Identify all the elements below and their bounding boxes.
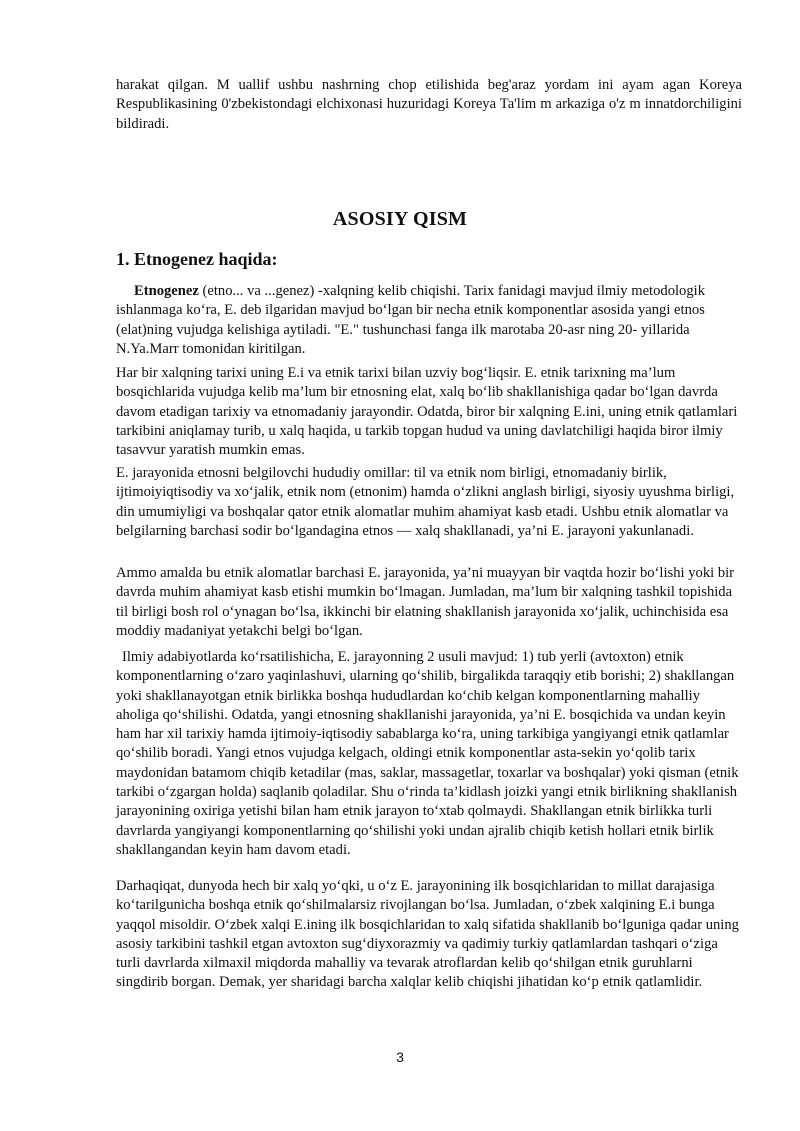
section-title: ASOSIY QISM xyxy=(332,208,468,230)
paragraph-methods xyxy=(116,648,742,860)
section-heading xyxy=(116,249,278,270)
paragraph-conclusion: Darhaqiqat, dunyoda hech bir xalq yo‘qki, u o‘z E. jarayonining ilk bosqichlaridan to millat darajasiga ko‘tarilgunicha boshqa etnik qo‘shilmalarsiz rivojlangan bo‘lsa. Jumladan, o‘zbek xalqining E.i bunga yaqqol misoldir. O‘zbek xalqi E.ining ilk bosqichlaridan to xalq sifatida shakllanib bo‘lguniga qadar uning asosiy tarkibini tashkil etgan avtoxton sug‘diyxorazmiy va qadimiy turkiy qatlamlardan tashqari o‘ziga turli davrlarda xilmaxil miqdorda mahalliy va tevarak atroflardan kelib qo‘shilgan etnik guruhlarni singdirib borgan. Demak, yer sharidagi barcha xalqlar kelib chiqishi jihatidan ko‘p etnik qatlamlidir. xyxy=(116,878,739,991)
paragraph-history: Har bir xalqning tarixi uning E.i va etnik tarixi bilan uzviy bog‘liqsir. E. etnik tarixning ma’lum bosqichlarida vujudga kelib ma’lum bir etnosning elat, xalq bo‘lib shakllanishiga qadar bo‘lgan davrda davom etadigan tarixiy va etnomadaniy jarayondir. Odatda, biror bir xalqning E.ini, uning etnik qatlamlari tarkibini aniqlamay turib, u xalq haqida, u tarkib topgan hudud va uning davlatchiligi haqida biror ilmiy tasavvur yaratish mumkin emas. xyxy=(116,365,738,459)
paragraph-etnogenez-definition xyxy=(116,282,742,359)
heading-suffix: : xyxy=(271,249,278,269)
intro-paragraph: harakat qilgan. M uallif ushbu nashrning chop etilishida beg'araz yordam ini ayam agan Koreya Respublikasining 0'zbekistondagi elchixonasi huzuridagi Koreya Ta'lim m arkaziga o'z m innatdorchiligini bildiradi. xyxy=(116,77,742,132)
paragraph-practice: Ammo amalda bu etnik alomatlar barchasi E. jarayonida, ya’ni muayyan bir vaqtda hozir bo‘lishi yoki bir davrda muhim ahamiyat kasb etishi mumkin bo‘lmagan. Jumladan, ma’lum bir xalqning tashkil topishida til birligi bosh rol o‘ynagan bo‘lsa, ikkinchi bir elatning shakllanish jarayonida xo‘jalik, uchinchisida esa moddiy madaniyat yetakchi belgi bo‘lgan. xyxy=(116,565,735,639)
paragraph-text: Ilmiy adabiyotlarda ko‘rsatilishicha, E. jarayonning 2 usuli mavjud: 1) tub yerli (avtoxton) etnik komponentlarning o‘zaro yaqinlashuvi, ularning qo‘shilib, birgalikda taraqqiy etib borishi; 2) shakllangan yoki shakllanayotgan etnik birlikka boshqa hududlardan ko‘chib kelgan komponentlarning mahalliy aholiga qo‘shilishi. Odatda, yangi etnosning shakllanishi jarayonida, ya’ni E. bosqichida va undan keyin ham har xil tarixiy hamda ijtimoiy-iqtisodiy sabablarga ko‘ra, uning tarkibiga yangiyangi etnik qatlamlar qo‘shilib boradi. Yangi etnos vujudga kelgach, oldingi etnik komponentlar asta-sekin yo‘qolib tarix maydonidan batamom chiqib ketadilar (mas, saklar, massagetlar, toxarlar va boshqalar) yoki qisman (etnik tarkibi o‘zgargan holda) saqlanib qoladilar. Shu o‘rinda ta’kidlash joizki yangi etnik birlikning shakllanish jarayonining oxiriga yetishi bilan ham etnik jarayon to‘xtab qolmaydi. Shakllangan etnik birlikka turli davrlarda yangiyangi komponentlarning qo‘shilishi yoki undan ajralib chiqib ketish hollari etnik birlik shakllangandan keyin ham davom etadi. xyxy=(116,649,739,858)
heading-text: Etnogenez haqida xyxy=(134,249,272,269)
paragraph-factors: E. jarayonida etnosni belgilovchi hududiy omillar: til va etnik nom birligi, etnomadaniy birlik, ijtimoiyiqtisodiy va xo‘jalik, etnik nom (etnonim) hamda o‘zlikni anglash birligi, siyosiy uyushma birligi, din umumiyligi va boshqalar qator etnik alomatlar muhim ahamiyat kasb etadi. Ushbu etnik alomatlar va belgilarning barchasi sodir bo‘lgandagina etnos — xalq shakllanadi, ya’ni E. jarayoni yakunlanadi. xyxy=(116,465,735,539)
heading-number: 1. xyxy=(116,249,130,269)
paragraph-lead-term: Etnogenez xyxy=(134,283,199,299)
paragraph-text: (etno... va ...genez) -xalqning kelib chiqishi. Tarix fanidagi mavjud ilmiy metodologik ishlanmaga ko‘ra, E. deb ilgaridan mavjud bo‘lgan bir necha etnik komponentlar asosida yangi etnos (elat)ning vujudga kelishiga aytiladi. "E." tushunchasi fanga ilk marotaba 20-asr ning 20- yillarida N.Ya.Marr tomonidan kiritilgan. xyxy=(116,283,705,357)
page-number: 3 xyxy=(396,1049,404,1065)
